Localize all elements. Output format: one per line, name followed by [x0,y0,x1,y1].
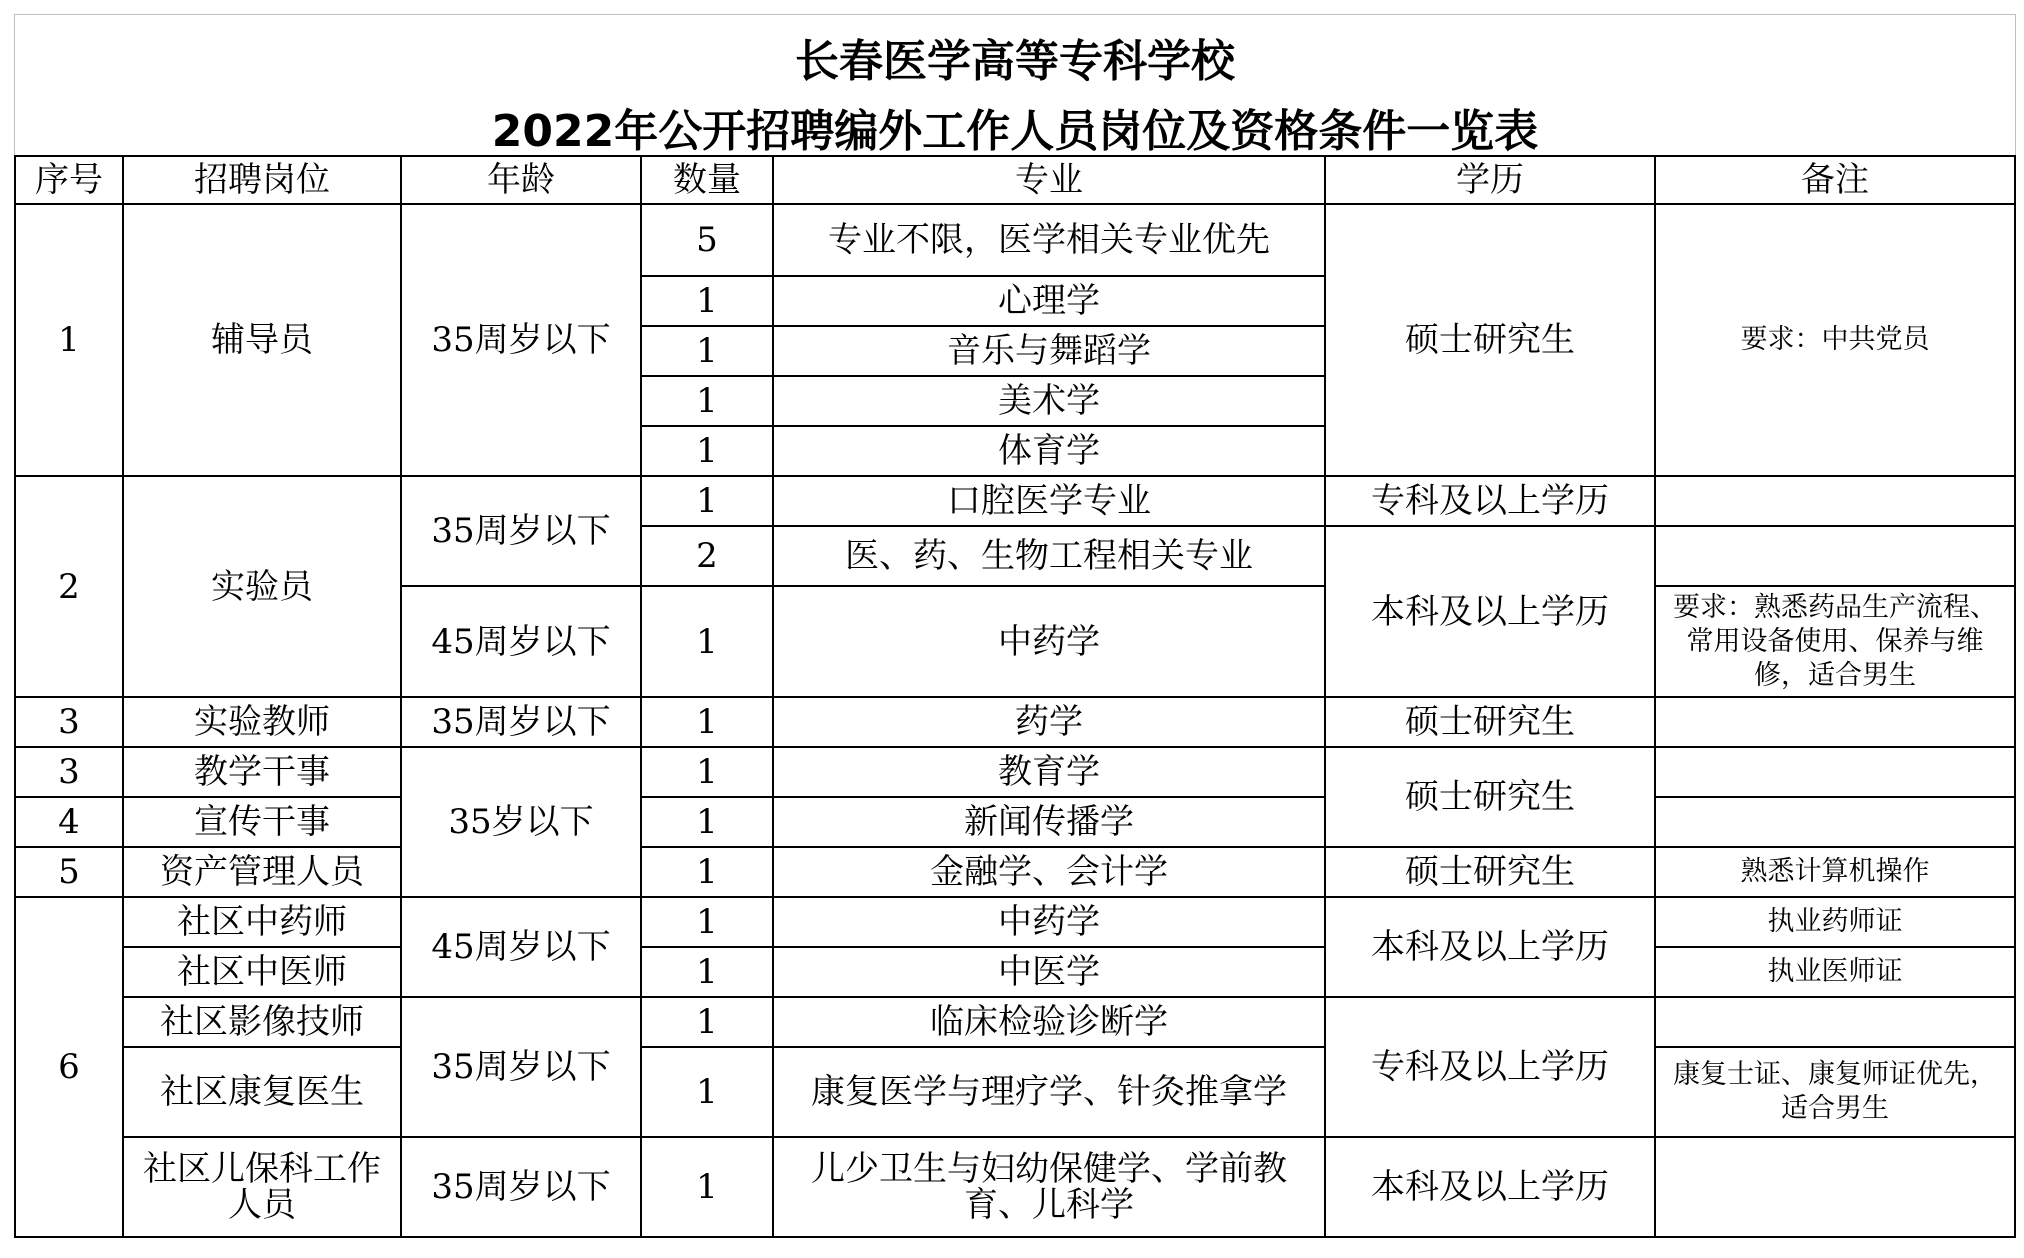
header-major: 专业 [773,156,1325,204]
cell-remarks [1655,797,2015,847]
cell-remarks: 要求：中共党员 [1655,204,2015,476]
cell-post: 资产管理人员 [123,847,401,897]
positions-table [14,155,2016,1238]
cell-remarks [1655,747,2015,797]
cell-count: 2 [641,526,773,586]
cell-post: 实验员 [123,476,401,697]
cell-major: 专业不限，医学相关专业优先 [773,204,1325,276]
cell-age: 35周岁以下 [401,476,641,586]
cell-no: 3 [15,697,123,747]
cell-age: 35周岁以下 [401,1137,641,1237]
cell-remarks [1655,1137,2015,1237]
cell-no: 3 [15,747,123,797]
cell-major: 体育学 [773,426,1325,476]
header-post: 招聘岗位 [123,156,401,204]
header-no: 序号 [15,156,123,204]
cell-remarks [1655,697,2015,747]
cell-remarks: 执业药师证 [1655,897,2015,947]
table-row [15,747,2015,797]
cell-post: 教学干事 [123,747,401,797]
cell-count: 1 [641,697,773,747]
cell-count: 1 [641,1047,773,1137]
cell-count: 1 [641,586,773,697]
cell-remarks: 要求：熟悉药品生产流程、常用设备使用、保养与维修，适合男生 [1655,586,2015,697]
cell-count: 1 [641,276,773,326]
cell-count: 1 [641,947,773,997]
cell-education: 硕士研究生 [1325,697,1655,747]
cell-count: 1 [641,376,773,426]
cell-count: 1 [641,326,773,376]
cell-remarks [1655,526,2015,586]
cell-age: 45周岁以下 [401,586,641,697]
recruitment-sheet [14,14,2016,1244]
cell-no: 6 [15,897,123,1237]
cell-education: 本科及以上学历 [1325,1137,1655,1237]
cell-major: 新闻传播学 [773,797,1325,847]
cell-education: 硕士研究生 [1325,747,1655,847]
cell-major: 医、药、生物工程相关专业 [773,526,1325,586]
cell-post: 社区儿保科工作人员 [123,1137,401,1237]
cell-major: 教育学 [773,747,1325,797]
cell-post: 社区中药师 [123,897,401,947]
table-row [15,997,2015,1047]
header-age: 年龄 [401,156,641,204]
table-row [15,204,2015,276]
cell-post: 社区影像技师 [123,997,401,1047]
cell-education: 专科及以上学历 [1325,997,1655,1137]
cell-age: 35周岁以下 [401,697,641,747]
cell-count: 1 [641,1137,773,1237]
cell-remarks [1655,476,2015,526]
cell-count: 1 [641,747,773,797]
header-row [15,156,2015,204]
cell-count: 1 [641,847,773,897]
cell-age: 35周岁以下 [401,997,641,1137]
cell-major: 口腔医学专业 [773,476,1325,526]
table-row [15,476,2015,526]
table-row [15,897,2015,947]
cell-age: 35周岁以下 [401,204,641,476]
cell-no: 1 [15,204,123,476]
table-row [15,947,2015,997]
cell-age: 45周岁以下 [401,897,641,997]
cell-major: 临床检验诊断学 [773,997,1325,1047]
cell-remarks: 执业医师证 [1655,947,2015,997]
table-row [15,847,2015,897]
cell-major: 金融学、会计学 [773,847,1325,897]
table-row [15,1047,2015,1137]
cell-education: 本科及以上学历 [1325,526,1655,697]
cell-no: 2 [15,476,123,697]
cell-post: 实验教师 [123,697,401,747]
title-area [14,14,2016,155]
cell-no: 5 [15,847,123,897]
cell-post: 宣传干事 [123,797,401,847]
table-row [15,1137,2015,1237]
cell-remarks: 康复士证、康复师证优先，适合男生 [1655,1047,2015,1137]
cell-major: 康复医学与理疗学、针灸推拿学 [773,1047,1325,1137]
cell-major: 心理学 [773,276,1325,326]
cell-count: 1 [641,897,773,947]
cell-post: 社区中医师 [123,947,401,997]
cell-count: 1 [641,997,773,1047]
header-education: 学历 [1325,156,1655,204]
cell-education: 硕士研究生 [1325,847,1655,897]
cell-post: 社区康复医生 [123,1047,401,1137]
cell-remarks [1655,997,2015,1047]
cell-count: 1 [641,426,773,476]
cell-count: 1 [641,476,773,526]
cell-major: 儿少卫生与妇幼保健学、学前教育、儿科学 [773,1137,1325,1237]
cell-post: 辅导员 [123,204,401,476]
cell-education: 本科及以上学历 [1325,897,1655,997]
header-remarks: 备注 [1655,156,2015,204]
header-count: 数量 [641,156,773,204]
cell-age: 35岁以下 [401,747,641,897]
cell-major: 中医学 [773,947,1325,997]
cell-no: 4 [15,797,123,847]
table-title: 2022年公开招聘编外工作人员岗位及资格条件一览表 [491,106,1539,157]
table-row [15,797,2015,847]
cell-major: 音乐与舞蹈学 [773,326,1325,376]
cell-major: 中药学 [773,586,1325,697]
cell-education: 硕士研究生 [1325,204,1655,476]
cell-major: 药学 [773,697,1325,747]
cell-education: 专科及以上学历 [1325,476,1655,526]
cell-remarks: 熟悉计算机操作 [1655,847,2015,897]
school-title: 长春医学高等专科学校 [795,36,1235,87]
cell-count: 5 [641,204,773,276]
cell-major: 中药学 [773,897,1325,947]
cell-count: 1 [641,797,773,847]
table-row [15,697,2015,747]
cell-major: 美术学 [773,376,1325,426]
